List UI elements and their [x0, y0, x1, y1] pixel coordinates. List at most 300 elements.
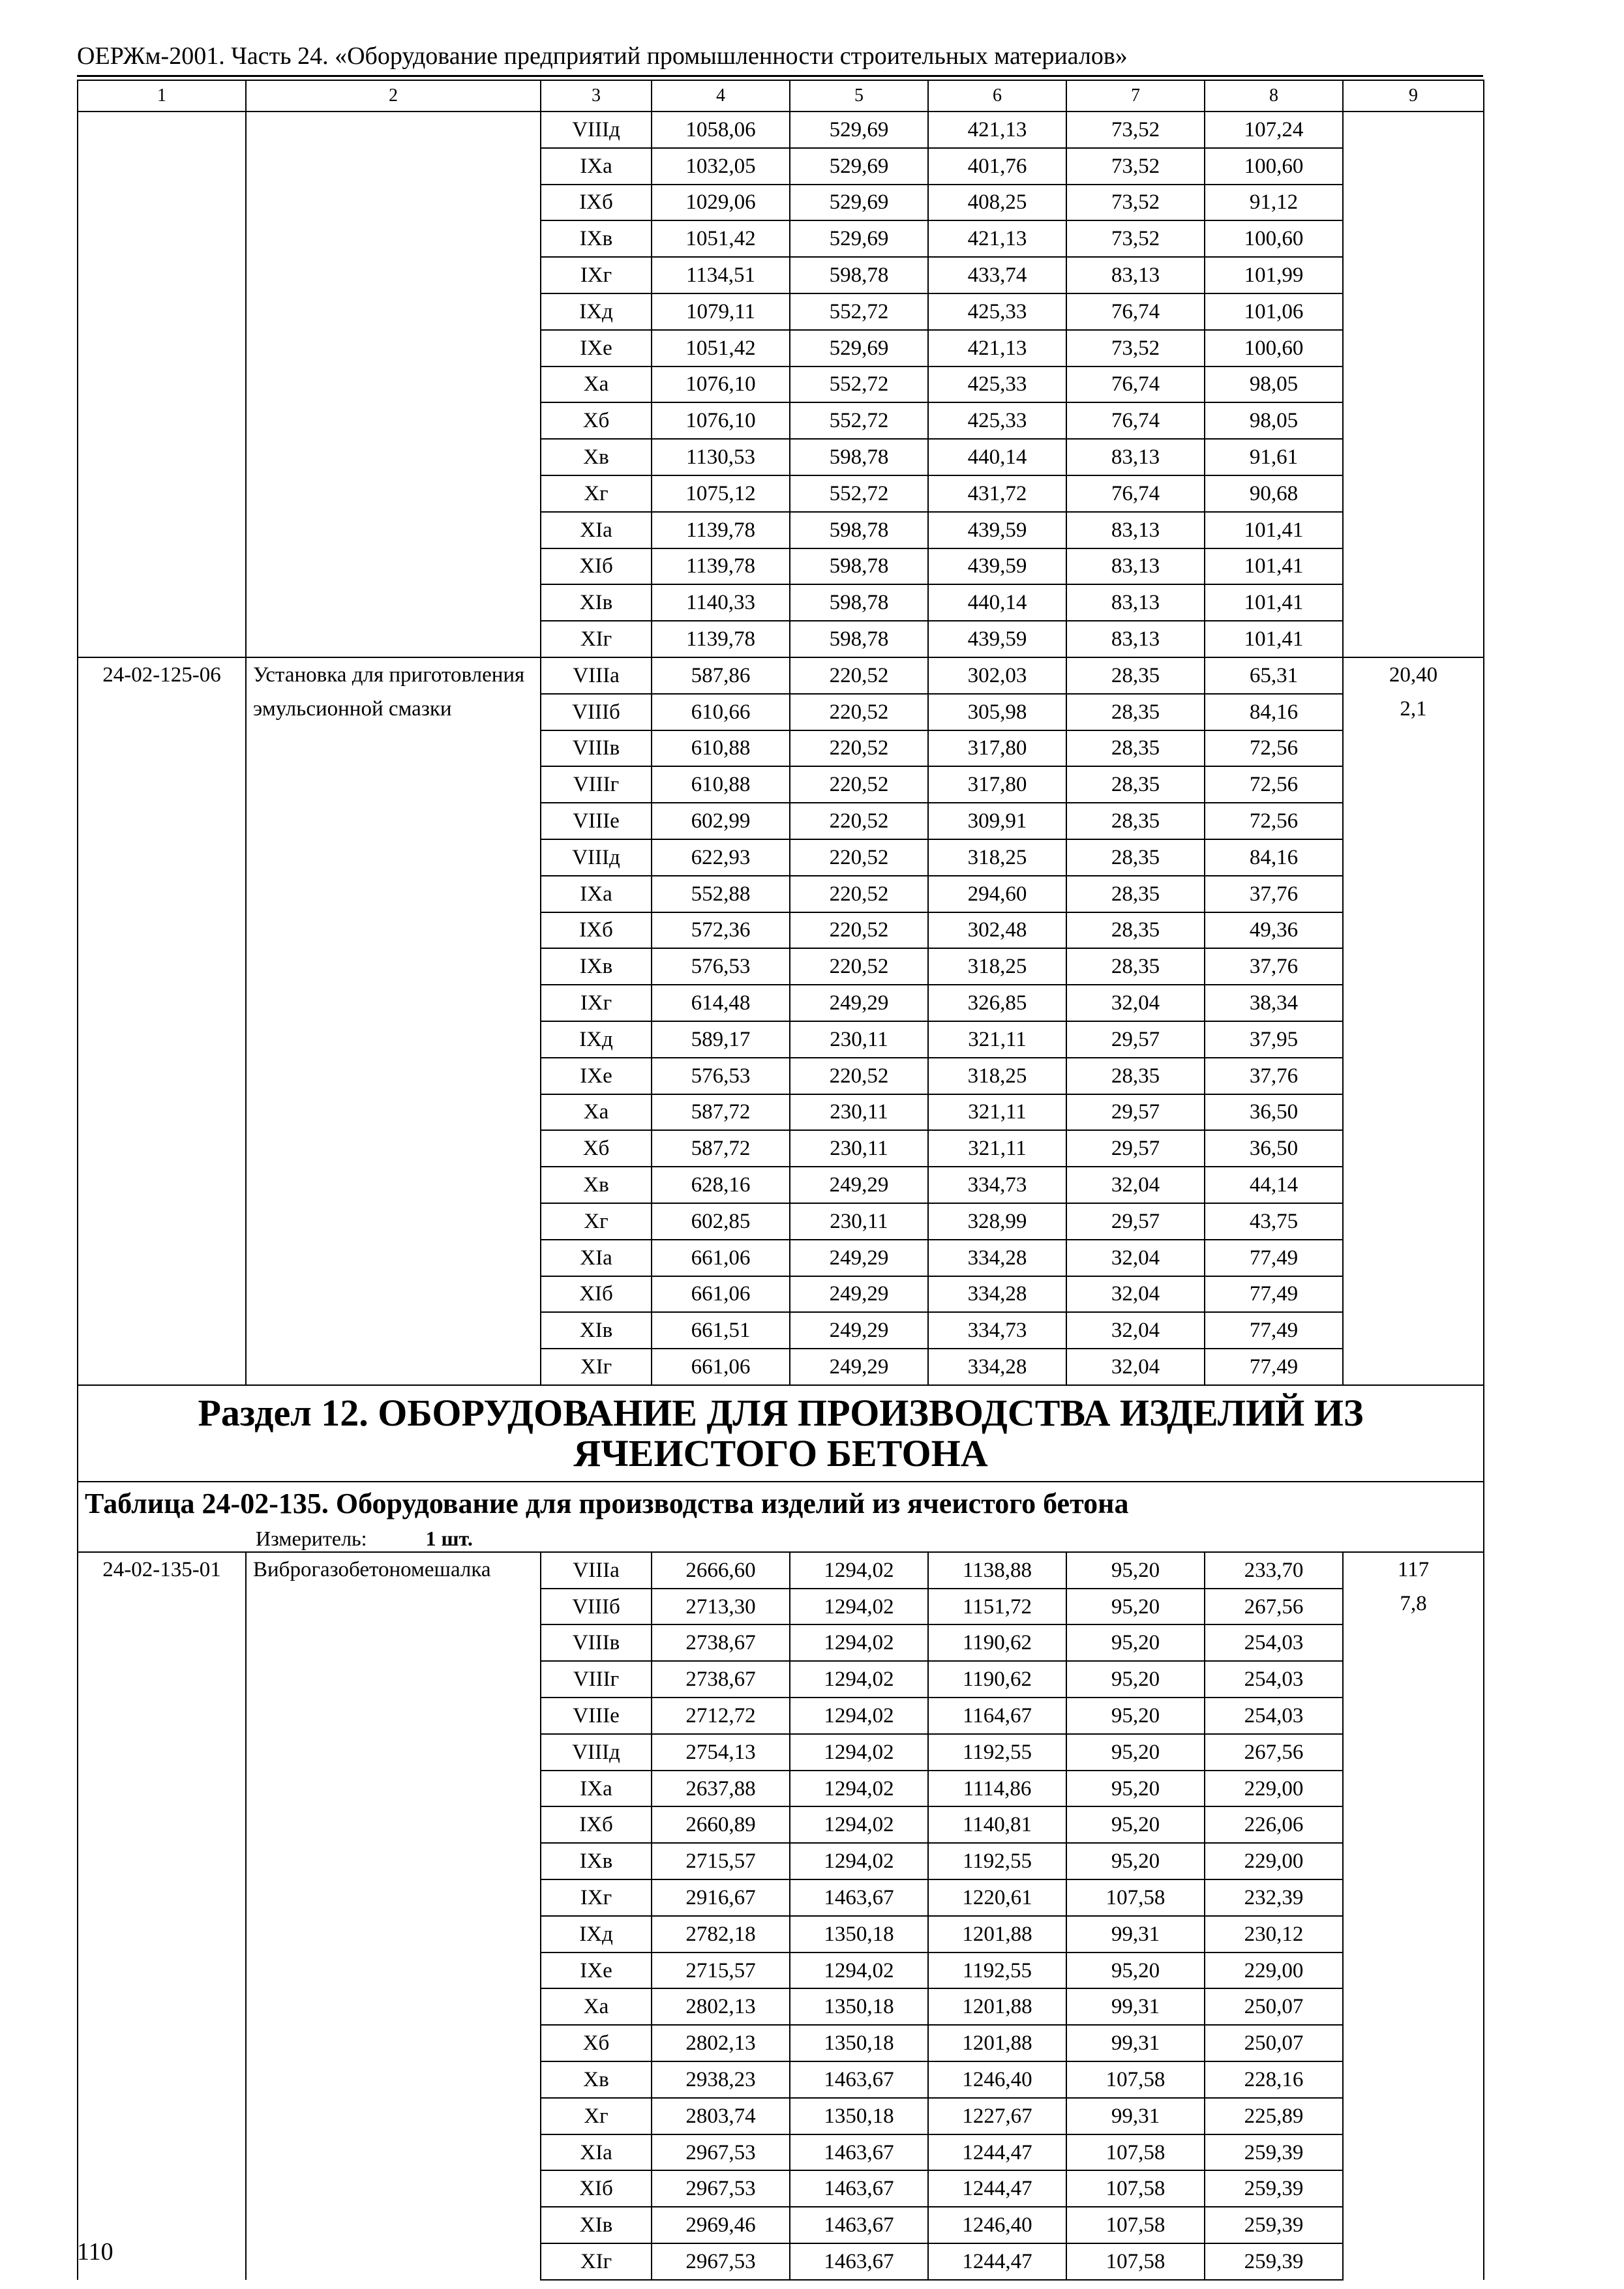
machine-cost: 1164,67 — [928, 1698, 1066, 1734]
machinist-wages: 28,35 — [1066, 766, 1205, 803]
machine-cost: 1114,86 — [928, 1771, 1066, 1807]
total-cost: 610,88 — [652, 730, 790, 767]
regime-code: Xг — [541, 1203, 652, 1240]
regime-code: XIa — [541, 1240, 652, 1276]
worker-wages: 552,72 — [790, 367, 928, 403]
worker-wages: 1294,02 — [790, 1734, 928, 1771]
regime-code: IXa — [541, 876, 652, 912]
regime-code: XIв — [541, 1312, 652, 1349]
machinist-wages: 95,20 — [1066, 1589, 1205, 1625]
total-cost: 572,36 — [652, 912, 790, 949]
materials-cost: 84,16 — [1205, 839, 1343, 876]
regime-code: VIIIд — [541, 839, 652, 876]
machinist-wages: 32,04 — [1066, 985, 1205, 1021]
table-body-part-1 — [78, 80, 1484, 1385]
machinist-wages: 107,58 — [1066, 1879, 1205, 1916]
machinist-wages: 95,20 — [1066, 1806, 1205, 1843]
machinist-wages: 99,31 — [1066, 1988, 1205, 2025]
worker-wages: 598,78 — [790, 512, 928, 548]
total-cost: 1079,11 — [652, 293, 790, 330]
materials-cost: 91,61 — [1205, 439, 1343, 475]
worker-wages: 1294,02 — [790, 1698, 928, 1734]
regime-code: IXa — [541, 148, 652, 185]
column-number: 6 — [928, 80, 1066, 112]
regime-code: IXб — [541, 912, 652, 949]
total-cost: 1076,10 — [652, 402, 790, 439]
regime-code: XIб — [541, 2170, 652, 2207]
machinist-wages: 32,04 — [1066, 1240, 1205, 1276]
meter-label: Измеритель: — [256, 1526, 367, 1550]
regime-code: IXв — [541, 220, 652, 257]
machinist-wages: 95,20 — [1066, 1771, 1205, 1807]
materials-cost: 254,03 — [1205, 1698, 1343, 1734]
regime-code: IXe — [541, 1952, 652, 1989]
machine-cost: 309,91 — [928, 803, 1066, 839]
regime-code: IXг — [541, 1879, 652, 1916]
materials-cost: 84,16 — [1205, 694, 1343, 730]
machine-cost: 334,73 — [928, 1312, 1066, 1349]
worker-wages: 1463,67 — [790, 2170, 928, 2207]
materials-cost: 225,89 — [1205, 2098, 1343, 2134]
total-cost: 610,66 — [652, 694, 790, 730]
regime-code: IXa — [541, 1771, 652, 1807]
machinist-wages: 29,57 — [1066, 1094, 1205, 1131]
machinist-wages: 83,13 — [1066, 257, 1205, 293]
rate-code: 24-02-125-06 — [78, 657, 246, 1385]
page-header: ОЕРЖм-2001. Часть 24. «Оборудование предприятий промышленности строительных материалов» — [77, 42, 1128, 70]
regime-code: XIa — [541, 512, 652, 548]
regime-code: IXд — [541, 1916, 652, 1952]
machinist-wages: 95,20 — [1066, 1698, 1205, 1734]
machinist-wages: 76,74 — [1066, 402, 1205, 439]
total-cost: 1051,42 — [652, 220, 790, 257]
machinist-wages: 32,04 — [1066, 1349, 1205, 1385]
machine-cost: 321,11 — [928, 1094, 1066, 1131]
worker-wages: 1350,18 — [790, 2025, 928, 2061]
total-cost: 661,06 — [652, 1349, 790, 1385]
materials-cost: 101,41 — [1205, 621, 1343, 657]
worker-wages: 220,52 — [790, 766, 928, 803]
materials-cost: 44,14 — [1205, 1167, 1343, 1203]
machine-cost: 1190,62 — [928, 1624, 1066, 1661]
machinist-wages: 28,35 — [1066, 1058, 1205, 1094]
machine-cost: 1140,81 — [928, 1806, 1066, 1843]
table-body-part-2 — [78, 1552, 1484, 2280]
worker-wages: 1463,67 — [790, 1879, 928, 1916]
machine-cost: 1201,88 — [928, 1916, 1066, 1952]
machine-cost: 1192,55 — [928, 1734, 1066, 1771]
machine-cost: 421,13 — [928, 112, 1066, 148]
regime-code: VIIIв — [541, 730, 652, 767]
total-cost: 2666,60 — [652, 1552, 790, 1589]
regime-code: Xв — [541, 439, 652, 475]
regime-code: Xв — [541, 1167, 652, 1203]
regime-code: IXe — [541, 1058, 652, 1094]
regime-code: XIв — [541, 2207, 652, 2243]
worker-wages: 230,11 — [790, 1203, 928, 1240]
machine-cost: 318,25 — [928, 1058, 1066, 1094]
total-cost: 1139,78 — [652, 512, 790, 548]
total-cost: 587,72 — [652, 1094, 790, 1131]
worker-wages: 249,29 — [790, 985, 928, 1021]
worker-wages: 249,29 — [790, 1240, 928, 1276]
total-cost: 661,06 — [652, 1276, 790, 1313]
machine-cost: 334,73 — [928, 1167, 1066, 1203]
machine-cost: 439,59 — [928, 548, 1066, 585]
worker-wages: 1350,18 — [790, 2098, 928, 2134]
machinist-wages: 99,31 — [1066, 2025, 1205, 2061]
total-cost: 589,17 — [652, 1021, 790, 1058]
machinist-wages: 73,52 — [1066, 220, 1205, 257]
worker-wages: 1463,67 — [790, 2243, 928, 2280]
equipment-name: Виброгазобетономешалка — [246, 1552, 541, 2280]
section-heading-block — [78, 1385, 1484, 1552]
materials-cost: 101,41 — [1205, 512, 1343, 548]
worker-wages: 1294,02 — [790, 1952, 928, 1989]
machinist-wages: 32,04 — [1066, 1167, 1205, 1203]
materials-cost: 72,56 — [1205, 730, 1343, 767]
materials-cost: 36,50 — [1205, 1094, 1343, 1131]
machinist-wages: 107,58 — [1066, 2170, 1205, 2207]
total-cost: 661,51 — [652, 1312, 790, 1349]
total-cost: 2967,53 — [652, 2134, 790, 2171]
materials-cost: 77,49 — [1205, 1349, 1343, 1385]
machine-cost: 440,14 — [928, 584, 1066, 621]
worker-wages: 220,52 — [790, 912, 928, 949]
machine-cost: 294,60 — [928, 876, 1066, 912]
total-cost: 1075,12 — [652, 475, 790, 512]
materials-cost: 259,39 — [1205, 2207, 1343, 2243]
machinist-wages: 73,52 — [1066, 112, 1205, 148]
worker-wages: 249,29 — [790, 1276, 928, 1313]
machine-cost: 1227,67 — [928, 2098, 1066, 2134]
machinist-wages: 73,52 — [1066, 330, 1205, 367]
total-cost: 1139,78 — [652, 548, 790, 585]
machinist-wages: 107,58 — [1066, 2243, 1205, 2280]
worker-wages: 249,29 — [790, 1167, 928, 1203]
machinist-wages: 95,20 — [1066, 1734, 1205, 1771]
total-cost: 1130,53 — [652, 439, 790, 475]
regime-code: XIг — [541, 1349, 652, 1385]
machine-cost: 1151,72 — [928, 1589, 1066, 1625]
table-row — [78, 657, 1484, 694]
regime-code: XIг — [541, 621, 652, 657]
machinist-wages: 95,20 — [1066, 1843, 1205, 1879]
worker-wages: 529,69 — [790, 220, 928, 257]
total-cost: 552,88 — [652, 876, 790, 912]
materials-cost: 250,07 — [1205, 1988, 1343, 2025]
machine-cost: 421,13 — [928, 220, 1066, 257]
machinist-wages: 95,20 — [1066, 1952, 1205, 1989]
worker-wages: 1350,18 — [790, 1988, 928, 2025]
table-title: Таблица 24-02-135. Оборудование для производства изделий из ячеистого бетона — [78, 1482, 1484, 1525]
total-cost: 2713,30 — [652, 1589, 790, 1625]
machine-cost: 321,11 — [928, 1021, 1066, 1058]
machine-cost: 318,25 — [928, 948, 1066, 985]
materials-cost: 259,39 — [1205, 2134, 1343, 2171]
total-cost: 2967,53 — [652, 2170, 790, 2207]
rate-code: 24-02-135-01 — [78, 1552, 246, 2280]
total-cost: 2967,53 — [652, 2243, 790, 2280]
column-number: 1 — [78, 80, 246, 112]
materials-cost: 98,05 — [1205, 402, 1343, 439]
machine-cost: 1192,55 — [928, 1843, 1066, 1879]
total-cost: 1058,06 — [652, 112, 790, 148]
machinist-wages: 76,74 — [1066, 367, 1205, 403]
materials-cost: 49,36 — [1205, 912, 1343, 949]
machine-cost: 328,99 — [928, 1203, 1066, 1240]
rates-table — [77, 80, 1484, 2281]
column-9-value: 117 — [1397, 1557, 1430, 1581]
materials-cost: 230,12 — [1205, 1916, 1343, 1952]
regime-code: IXб — [541, 185, 652, 221]
regime-code: XIв — [541, 584, 652, 621]
worker-wages: 1350,18 — [790, 1916, 928, 1952]
column-number: 4 — [652, 80, 790, 112]
machinist-wages: 107,58 — [1066, 2061, 1205, 2098]
machine-cost: 318,25 — [928, 839, 1066, 876]
header-rule — [77, 75, 1483, 77]
worker-wages: 230,11 — [790, 1130, 928, 1167]
total-cost: 576,53 — [652, 1058, 790, 1094]
machinist-wages: 95,20 — [1066, 1552, 1205, 1589]
machine-cost: 431,72 — [928, 475, 1066, 512]
regime-code: XIг — [541, 2243, 652, 2280]
machine-cost: 1190,62 — [928, 1661, 1066, 1698]
materials-cost: 37,95 — [1205, 1021, 1343, 1058]
total-cost: 2738,67 — [652, 1661, 790, 1698]
machine-cost: 302,48 — [928, 912, 1066, 949]
materials-cost: 254,03 — [1205, 1661, 1343, 1698]
materials-cost: 101,06 — [1205, 293, 1343, 330]
worker-wages: 220,52 — [790, 1058, 928, 1094]
regime-code: VIIIa — [541, 657, 652, 694]
total-cost: 602,99 — [652, 803, 790, 839]
machine-cost: 1201,88 — [928, 2025, 1066, 2061]
regime-code: IXe — [541, 330, 652, 367]
regime-code: VIIIд — [541, 1734, 652, 1771]
total-cost: 661,06 — [652, 1240, 790, 1276]
worker-wages: 230,11 — [790, 1021, 928, 1058]
regime-code: IXд — [541, 293, 652, 330]
worker-wages: 598,78 — [790, 439, 928, 475]
machinist-wages: 83,13 — [1066, 548, 1205, 585]
total-cost: 1051,42 — [652, 330, 790, 367]
machinist-wages: 28,35 — [1066, 730, 1205, 767]
machine-cost: 1192,55 — [928, 1952, 1066, 1989]
worker-wages: 220,52 — [790, 839, 928, 876]
regime-code: VIIIб — [541, 1589, 652, 1625]
worker-wages: 529,69 — [790, 185, 928, 221]
total-cost: 2803,74 — [652, 2098, 790, 2134]
machine-cost: 1138,88 — [928, 1552, 1066, 1589]
machine-cost: 317,80 — [928, 766, 1066, 803]
regime-code: IXг — [541, 985, 652, 1021]
worker-wages: 552,72 — [790, 402, 928, 439]
worker-wages: 1294,02 — [790, 1771, 928, 1807]
materials-cost: 72,56 — [1205, 766, 1343, 803]
regime-code: XIa — [541, 2134, 652, 2171]
regime-code: Xг — [541, 475, 652, 512]
machine-cost: 334,28 — [928, 1349, 1066, 1385]
table-row — [78, 112, 1484, 148]
section-heading-row — [78, 1385, 1484, 1482]
total-cost: 2802,13 — [652, 2025, 790, 2061]
materials-cost: 259,39 — [1205, 2170, 1343, 2207]
machine-cost: 1244,47 — [928, 2170, 1066, 2207]
worker-wages: 552,72 — [790, 475, 928, 512]
column-number: 9 — [1343, 80, 1484, 112]
meter-value: 1 шт. — [425, 1526, 473, 1550]
column-9-values — [1343, 112, 1484, 657]
materials-cost: 259,39 — [1205, 2243, 1343, 2280]
worker-wages: 220,52 — [790, 694, 928, 730]
materials-cost: 77,49 — [1205, 1312, 1343, 1349]
worker-wages: 220,52 — [790, 876, 928, 912]
machinist-wages: 32,04 — [1066, 1312, 1205, 1349]
materials-cost: 90,68 — [1205, 475, 1343, 512]
meter-cell — [78, 1525, 1484, 1552]
column-9-value: 7,8 — [1400, 1591, 1427, 1615]
machinist-wages: 28,35 — [1066, 839, 1205, 876]
column-9-value: 2,1 — [1400, 696, 1427, 721]
regime-code: IXг — [541, 257, 652, 293]
column-9-values — [1343, 1552, 1484, 2280]
machinist-wages: 28,35 — [1066, 876, 1205, 912]
worker-wages: 552,72 — [790, 293, 928, 330]
machinist-wages: 95,20 — [1066, 1624, 1205, 1661]
regime-code: VIIIб — [541, 694, 652, 730]
regime-code: Xв — [541, 2061, 652, 2098]
materials-cost: 228,16 — [1205, 2061, 1343, 2098]
regime-code: IXб — [541, 1806, 652, 1843]
total-cost: 2754,13 — [652, 1734, 790, 1771]
machine-cost: 425,33 — [928, 402, 1066, 439]
worker-wages: 249,29 — [790, 1312, 928, 1349]
worker-wages: 1294,02 — [790, 1661, 928, 1698]
materials-cost: 100,60 — [1205, 220, 1343, 257]
materials-cost: 101,99 — [1205, 257, 1343, 293]
worker-wages: 1294,02 — [790, 1552, 928, 1589]
materials-cost: 267,56 — [1205, 1734, 1343, 1771]
worker-wages: 1294,02 — [790, 1806, 928, 1843]
materials-cost: 226,06 — [1205, 1806, 1343, 1843]
worker-wages: 529,69 — [790, 112, 928, 148]
machinist-wages: 28,35 — [1066, 912, 1205, 949]
regime-code: Xa — [541, 367, 652, 403]
worker-wages: 220,52 — [790, 948, 928, 985]
regime-code: Xб — [541, 402, 652, 439]
total-cost: 628,16 — [652, 1167, 790, 1203]
worker-wages: 529,69 — [790, 330, 928, 367]
total-cost: 1032,05 — [652, 148, 790, 185]
total-cost: 2738,67 — [652, 1624, 790, 1661]
worker-wages: 529,69 — [790, 148, 928, 185]
machinist-wages: 83,13 — [1066, 621, 1205, 657]
materials-cost: 91,12 — [1205, 185, 1343, 221]
total-cost: 2712,72 — [652, 1698, 790, 1734]
worker-wages: 220,52 — [790, 730, 928, 767]
materials-cost: 98,05 — [1205, 367, 1343, 403]
machine-cost: 408,25 — [928, 185, 1066, 221]
total-cost: 622,93 — [652, 839, 790, 876]
machinist-wages: 28,35 — [1066, 803, 1205, 839]
machinist-wages: 28,35 — [1066, 948, 1205, 985]
total-cost: 614,48 — [652, 985, 790, 1021]
machine-cost: 1201,88 — [928, 1988, 1066, 2025]
meter-row — [78, 1525, 1484, 1552]
machinist-wages: 76,74 — [1066, 293, 1205, 330]
machine-cost: 334,28 — [928, 1276, 1066, 1313]
table-title-row — [78, 1482, 1484, 1525]
total-cost: 1134,51 — [652, 257, 790, 293]
machinist-wages: 99,31 — [1066, 2098, 1205, 2134]
column-9-values — [1343, 657, 1484, 1385]
materials-cost: 72,56 — [1205, 803, 1343, 839]
column-9-value: 20,40 — [1389, 663, 1438, 687]
machinist-wages: 73,52 — [1066, 185, 1205, 221]
total-cost: 2938,23 — [652, 2061, 790, 2098]
machine-cost: 1246,40 — [928, 2061, 1066, 2098]
machinist-wages: 95,20 — [1066, 1661, 1205, 1698]
regime-code: Xб — [541, 1130, 652, 1167]
materials-cost: 37,76 — [1205, 876, 1343, 912]
machine-cost: 321,11 — [928, 1130, 1066, 1167]
column-number: 2 — [246, 80, 541, 112]
machine-cost: 439,59 — [928, 512, 1066, 548]
materials-cost: 38,34 — [1205, 985, 1343, 1021]
regime-code: XIб — [541, 548, 652, 585]
total-cost: 1140,33 — [652, 584, 790, 621]
column-number: 5 — [790, 80, 928, 112]
machinist-wages: 28,35 — [1066, 694, 1205, 730]
machine-cost: 317,80 — [928, 730, 1066, 767]
machinist-wages: 83,13 — [1066, 439, 1205, 475]
machinist-wages: 29,57 — [1066, 1021, 1205, 1058]
worker-wages: 230,11 — [790, 1094, 928, 1131]
machine-cost: 1244,47 — [928, 2243, 1066, 2280]
total-cost: 2802,13 — [652, 1988, 790, 2025]
regime-code: XIб — [541, 1276, 652, 1313]
worker-wages: 1463,67 — [790, 2061, 928, 2098]
worker-wages: 1463,67 — [790, 2134, 928, 2171]
equipment-name: Установка для приготовления эмульсионной смазки — [246, 657, 541, 1385]
column-number: 3 — [541, 80, 652, 112]
total-cost: 2715,57 — [652, 1843, 790, 1879]
machinist-wages: 29,57 — [1066, 1130, 1205, 1167]
regime-code: VIIIe — [541, 1698, 652, 1734]
regime-code: IXв — [541, 948, 652, 985]
total-cost: 2715,57 — [652, 1952, 790, 1989]
materials-cost: 37,76 — [1205, 1058, 1343, 1094]
machine-cost: 433,74 — [928, 257, 1066, 293]
regime-code: VIIIд — [541, 112, 652, 148]
machinist-wages: 107,58 — [1066, 2207, 1205, 2243]
machinist-wages: 76,74 — [1066, 475, 1205, 512]
total-cost: 1076,10 — [652, 367, 790, 403]
section-title: Раздел 12. ОБОРУДОВАНИЕ ДЛЯ ПРОИЗВОДСТВА ИЗДЕЛИЙ ИЗ ЯЧЕИСТОГО БЕТОНА — [78, 1385, 1484, 1482]
machinist-wages: 73,52 — [1066, 148, 1205, 185]
machine-cost: 425,33 — [928, 367, 1066, 403]
worker-wages: 598,78 — [790, 584, 928, 621]
regime-code: VIIIa — [541, 1552, 652, 1589]
page-number: 110 — [77, 2238, 113, 2266]
machine-cost: 421,13 — [928, 330, 1066, 367]
regime-code: VIIIe — [541, 803, 652, 839]
materials-cost: 229,00 — [1205, 1843, 1343, 1879]
machine-cost: 334,28 — [928, 1240, 1066, 1276]
materials-cost: 229,00 — [1205, 1952, 1343, 1989]
